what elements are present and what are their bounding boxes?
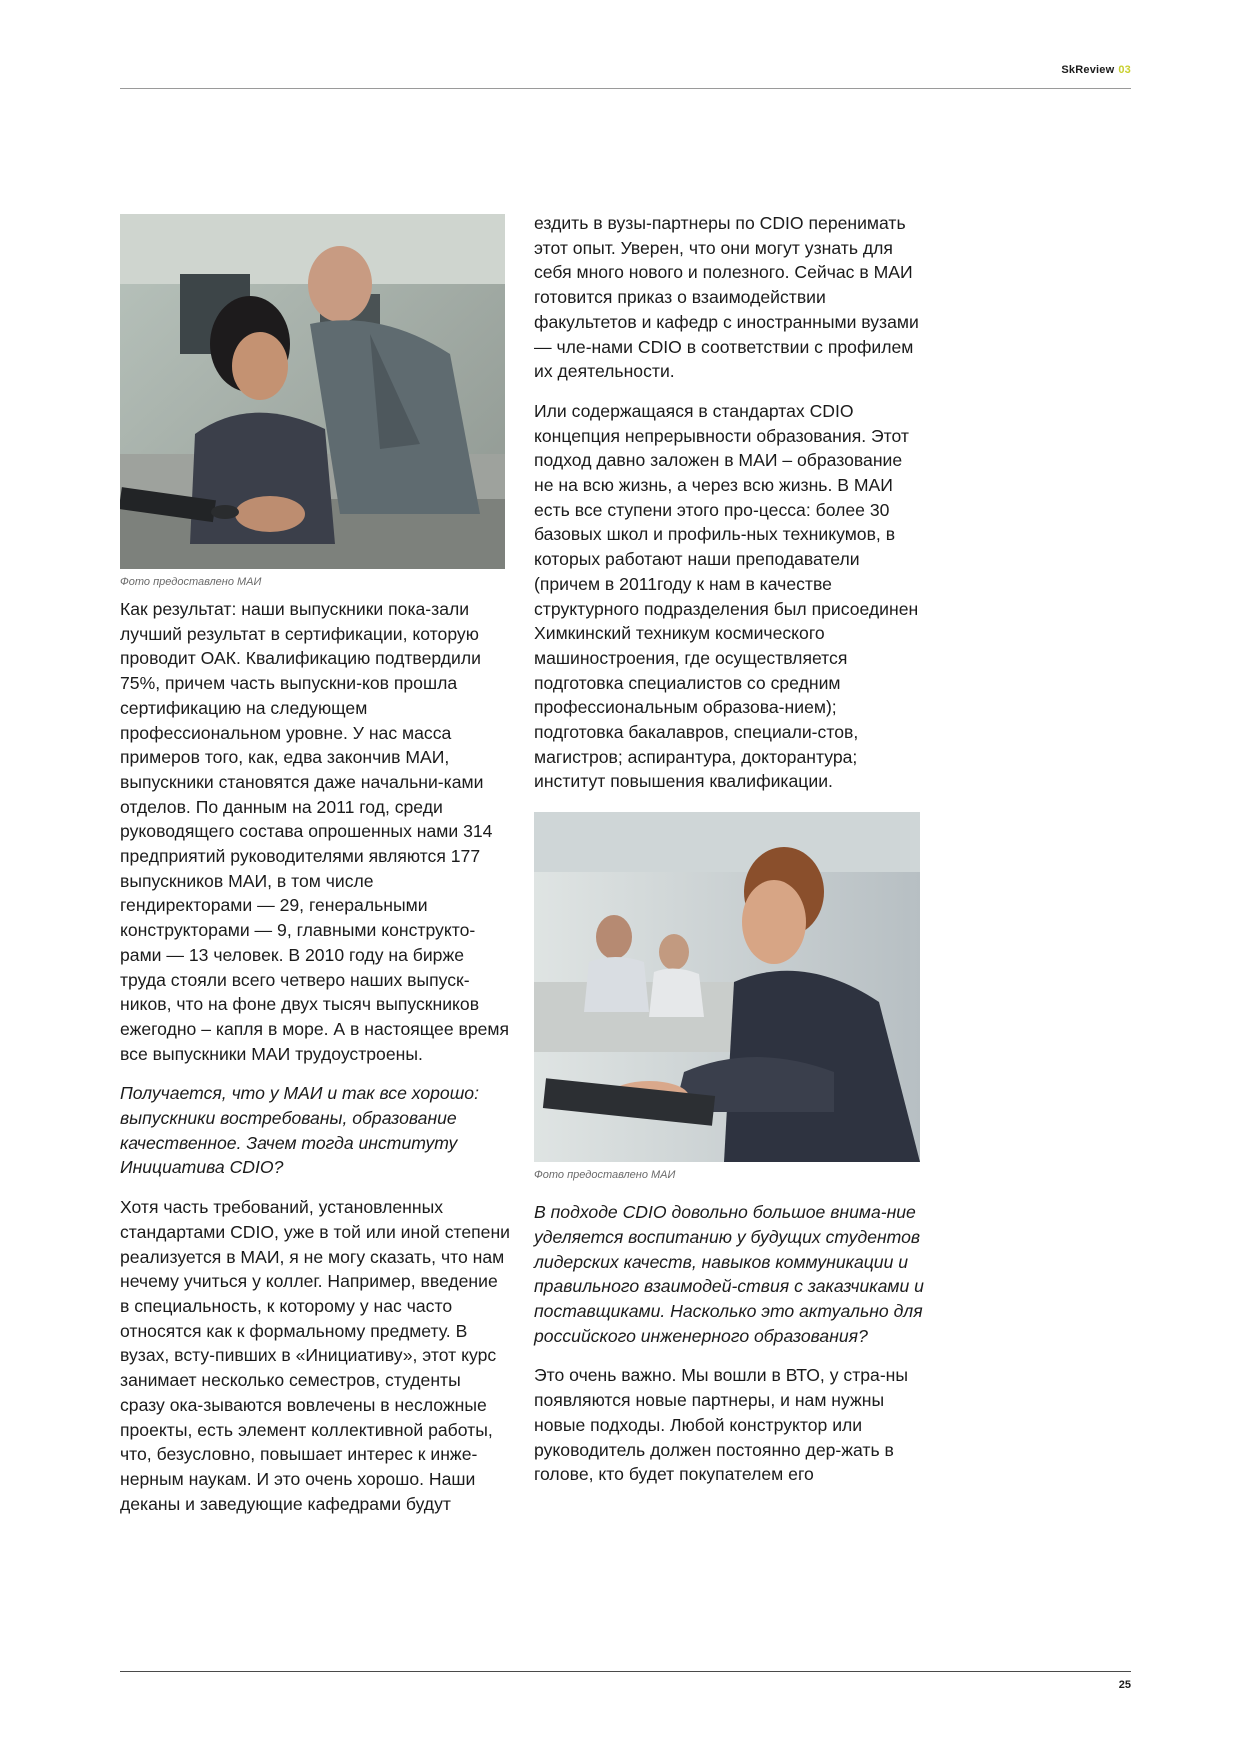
paragraph-partners: ездить в вузы-партнеры по CDIO перенимать этот опыт. Уверен, что они могут узнать для себя много нового и полезного. Сейчас в МАИ готовится приказ о взаимодействии факультетов и кафедр с иностранными вузами — чле-нами CDIO в соответствии с профилем их деятельности. [534, 213, 919, 382]
photo-students-with-professor [120, 214, 505, 569]
page-number: 25 [1118, 1679, 1131, 1691]
interview-question-1: Получается, что у МАИ и так все хорошо: выпускники востребованы, образование качественное. Зачем тогда институту Инициатива CDIO? [120, 1083, 479, 1178]
paragraph-cdio-requirements: Хотя часть требований, установленных стандартами CDIO, уже в той или иной степени реализуется в МАИ, я не могу сказать, что нам нечему учиться у коллег. Например, введение в специальность, к которому у нас часто относятся как к формальному предмету. В вузах, всту-пивших в «Инициативу», этот курс занимает несколько семестров, студенты сразу ока-зываются вовлечены в несложные проекты, есть элемент коллективной работы, что, безусловно, повышает интерес к инже-нерным наукам. И это очень хорошо. Наши деканы и заведующие кафедрами будут [120, 1197, 511, 1514]
paragraph-results: Как результат: наши выпускники пока-зали лучший результат в сертификации, которую проводит ОАК. Квалификацию подтвердили 75%, причем часть выпускни-ков прошла сертификацию на следующем профессиональном уровне. У нас масса примеров того, как, едва закончив МАИ, выпускники становятся даже начальни-ками отделов. По данным на 2011 год, среди руководящего состава опрошенных нами 314 предприятий руководителями являются 177 выпускников МАИ, в том числе гендиректорами — 29, генеральными конструкторами — 9, главными конструкто-рами — 13 человек. В 2010 году на бирже труда стояли всего четверо наших выпуск-ников, что на фоне двух тысяч выпускников ежегодно – капля в море. А в настоящее время все выпускники МАИ трудоустроены. [120, 599, 510, 1064]
page-header [120, 58, 1131, 89]
issue-number: 03 [1118, 64, 1131, 76]
magazine-brand [1061, 64, 1131, 76]
photo-illustration-1 [120, 214, 505, 569]
brand-name: SkReview [1061, 64, 1115, 76]
photo-illustration-2 [534, 812, 920, 1162]
paragraph-wto: Это очень важно. Мы вошли в ВТО, у стра-ны появляются новые партнеры, и нам нужны новые подходы. Любой конструктор или руководитель должен постоянно дер-жать в голове, кто будет покупателем его [534, 1365, 909, 1485]
photo-caption-1: Фото предоставлено МАИ [120, 576, 262, 588]
interview-question-2: В подходе CDIO довольно большое внима-ние уделяется воспитанию у будущих студентов лидерских качеств, навыков коммуникации и правильного взаимодей-ствия с заказчиками и поставщиками. Насколько это актуально для российского инженерного образования? [534, 1202, 924, 1346]
left-column [120, 214, 510, 1516]
photo-student-at-computer [534, 812, 920, 1162]
right-column [534, 211, 924, 1487]
photo-caption-2: Фото предоставлено МАИ [534, 1169, 676, 1182]
footer-rule [120, 1671, 1131, 1672]
paragraph-continuity: Или содержащаяся в стандартах CDIO концепция непрерывности образования. Этот подход давно заложен в МАИ – образование не на всю жизнь, а через всю жизнь. В МАИ есть все ступени этого про-цесса: более 30 базовых школ и профиль-ных техникумов, в которых работают наши преподаватели (причем в 2011году к нам в качестве структурного подразделения был присоединен Химкинский техникум космического машиностроения, где осуществляется подготовка специалистов со средним профессиональным образова-нием); подготовка бакалавров, специали-стов, магистров; аспирантура, докторантура; институт повышения квалификации. [534, 400, 919, 792]
